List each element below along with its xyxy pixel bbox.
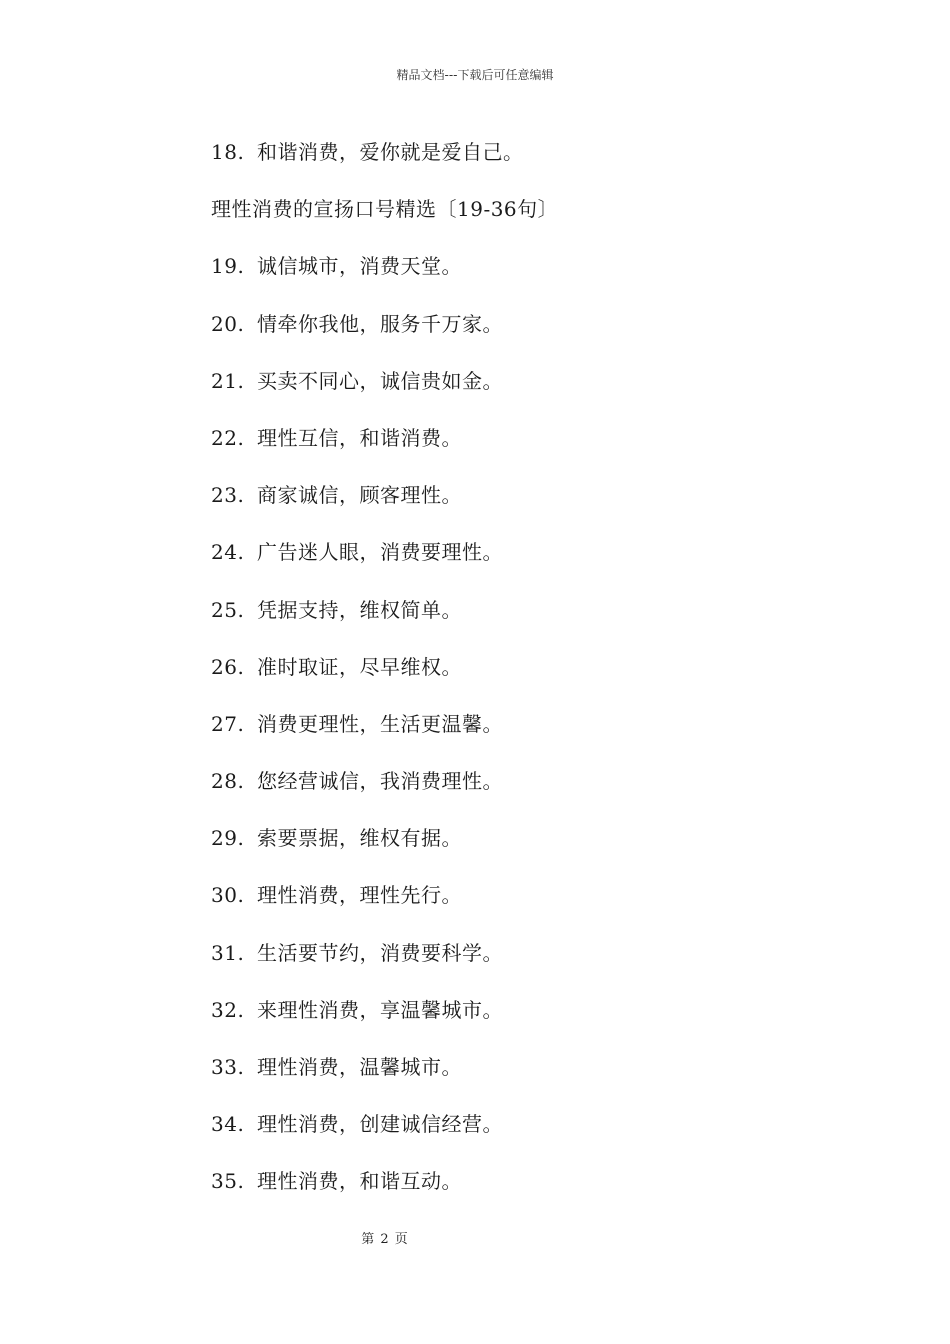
item-number: 21. [211, 368, 245, 393]
section-heading [211, 189, 871, 246]
item-text: 理性消费，创建诚信经营。 [257, 1112, 503, 1137]
item-number: 20. [211, 311, 245, 336]
item-text: 买卖不同心，诚信贵如金。 [257, 368, 503, 393]
item-text: 商家诚信，顾客理性。 [257, 483, 462, 508]
item-number: 27. [211, 711, 245, 736]
item-text: 生活要节约，消费要科学。 [257, 940, 503, 965]
item-text: 和谐消费，爱你就是爱自己。 [257, 140, 524, 164]
item-text: 广告迷人眼，消费要理性。 [257, 540, 503, 565]
slogan-line [211, 761, 871, 818]
slogan-line [211, 1104, 871, 1161]
document-body [211, 132, 871, 1219]
heading-text: 理性消费的宣扬口号精选〔19-36句〕 [211, 197, 559, 222]
slogan-line [211, 818, 871, 875]
item-number: 19. [211, 254, 245, 279]
item-text: 理性互信，和谐消费。 [257, 425, 462, 450]
slogan-line [211, 132, 871, 189]
item-number: 28. [211, 769, 245, 794]
item-text: 凭据支持，维权简单。 [257, 597, 462, 622]
item-number: 34. [211, 1112, 245, 1137]
item-text: 理性消费，温馨城市。 [257, 1055, 462, 1079]
item-number: 22. [211, 425, 245, 450]
slogan-line [211, 246, 871, 303]
item-text: 情牵你我他，服务千万家。 [257, 311, 503, 336]
item-text: 理性消费，和谐互动。 [257, 1169, 462, 1194]
item-text: 索要票据，维权有据。 [257, 826, 462, 851]
item-text: 诚信城市，消费天堂。 [257, 254, 462, 279]
page-header: 精品文档---下载后可任意编辑 [396, 68, 554, 82]
item-number: 31. [211, 940, 245, 965]
slogan-line [211, 1047, 871, 1104]
item-text: 您经营诚信，我消费理性。 [257, 769, 503, 794]
slogan-line [211, 475, 871, 532]
item-text: 准时取证，尽早维权。 [257, 654, 462, 679]
item-number: 23. [211, 483, 245, 508]
slogan-line [211, 590, 871, 647]
slogan-line [211, 361, 871, 418]
slogan-line [211, 532, 871, 589]
item-number: 18. [211, 140, 245, 164]
slogan-line [211, 933, 871, 990]
item-number: 26. [211, 654, 245, 679]
slogan-line [211, 647, 871, 704]
item-text: 理性消费，理性先行。 [257, 883, 462, 908]
item-text: 消费更理性，生活更温馨。 [257, 711, 503, 736]
slogan-line [211, 1161, 871, 1218]
slogan-line [211, 875, 871, 932]
page-number: 第 2 页 [361, 1232, 409, 1247]
item-number: 25. [211, 597, 245, 622]
slogan-line [211, 418, 871, 475]
item-number: 29. [211, 826, 245, 851]
item-number: 30. [211, 883, 245, 908]
item-number: 32. [211, 997, 245, 1022]
slogan-line [211, 990, 871, 1047]
item-text: 来理性消费，享温馨城市。 [257, 997, 503, 1022]
item-number: 33. [211, 1055, 245, 1079]
slogan-line [211, 704, 871, 761]
item-number: 24. [211, 540, 245, 565]
item-number: 35. [211, 1169, 245, 1194]
slogan-line [211, 304, 871, 361]
